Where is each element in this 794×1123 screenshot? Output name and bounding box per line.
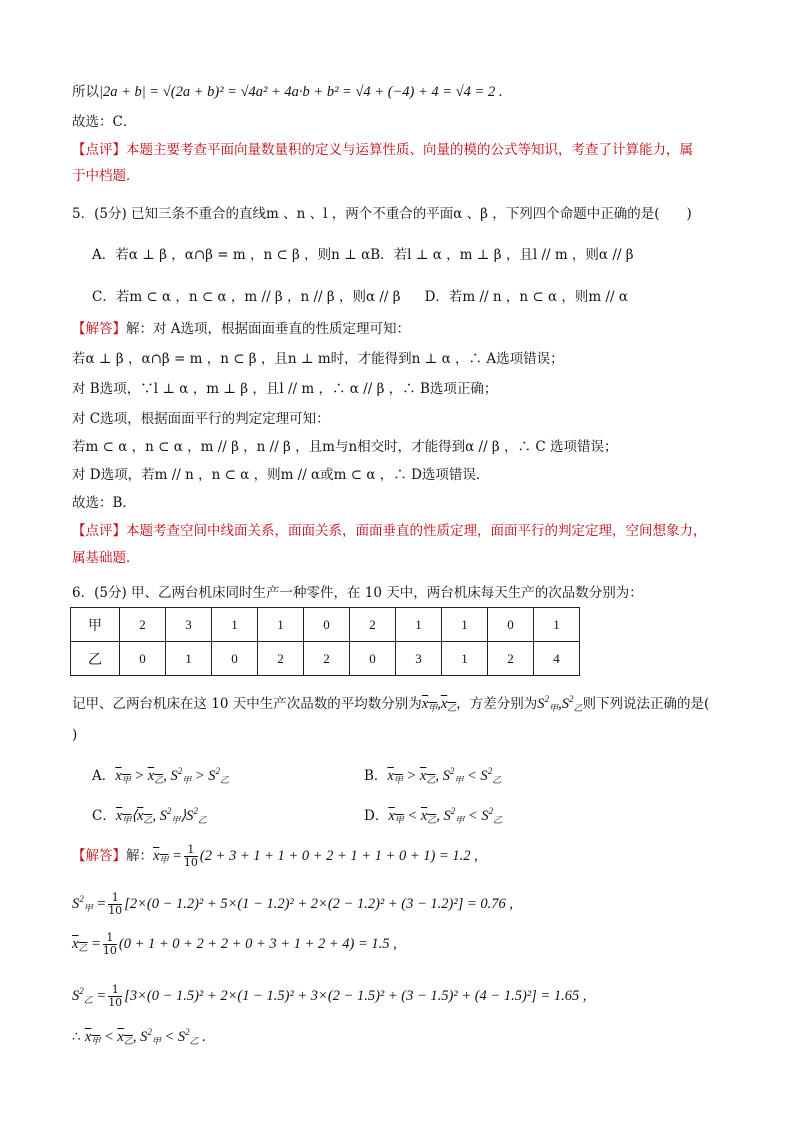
table-cell: 0 <box>212 642 258 676</box>
q5-solution-3: 对 B选项，∵l ⊥ α ，m ⊥ β ，且l // m ，∴ α // β ，∴ B选项正确； <box>72 381 498 397</box>
row-label-jia: 甲 <box>71 608 120 642</box>
q5-option-b: B．若l ⊥ α ，m ⊥ β ，且l // m ，则α // β <box>370 247 634 263</box>
q6-mean-jia: 【解答】解：$x_甲$ = $\frac{1}{10}$ (2 + 3 + 1 + 1 + 0 + 2 + 1 + 1 + 0 + 1) = 1.2 , <box>72 843 478 869</box>
q4-result-line: 所以|2a + b| = √(2a + b)² = √4a² + 4a·b + b² = √4 + (−4) + 4 = √4 = 2 . <box>72 84 503 100</box>
table-cell: 1 <box>166 642 212 676</box>
table-cell: 0 <box>120 642 166 676</box>
comment-tag: 【点评】 <box>72 523 126 539</box>
table-cell: 1 <box>212 608 258 642</box>
table-cell: 2 <box>258 642 304 676</box>
table-cell: 3 <box>396 642 442 676</box>
table-cell: 4 <box>534 642 580 676</box>
q6-option-d: D．$x_甲 < x_乙$, $S^2_甲 < S^2_乙$ <box>364 806 503 825</box>
q6-variance-yi: $S^2_乙$ = $\frac{1}{10}$ [3×(0 − 1.5)² + 2×(1 − 1.5)² + 3×(2 − 1.5)² + (3 − 1.5)² + (4 − 1.5)²] = 1.65 , <box>72 983 587 1009</box>
table-cell: 0 <box>350 642 396 676</box>
q5-options-cd <box>92 288 628 306</box>
q5-solution-2: 若α ⊥ β ，α∩β = m ，n ⊂ β ，且n ⊥ m时，才能得到n ⊥ α ，∴ A选项错误； <box>72 351 564 367</box>
q6-question: 记甲、乙两台机床在这 10 天中生产次品数的平均数分别为$x_甲,x_乙$，方差分别为$S^2_甲,S^2_乙$则下列说法正确的是( <box>72 694 710 713</box>
answer-tag: 【解答】 <box>72 321 126 337</box>
q5-option-c: C．若m ⊂ α ，n ⊂ α ，m // β ，n // β ，则α // β <box>92 289 401 305</box>
q4-modulus-formula: |2a + b| = √(2a + b)² = √4a² + 4a·b + b² = √4 + (−4) + 4 = √4 = 2 . <box>99 84 503 100</box>
q5-choice: 故选：B． <box>72 495 136 511</box>
table-row <box>71 608 580 642</box>
q5-solution-1: 【解答】解：对 A选项，根据面面垂直的性质定理可知： <box>72 321 411 337</box>
defect-table <box>70 607 580 676</box>
q5-comment: 【点评】本题考查空间中线面关系，面面关系，面面垂直的性质定理，面面平行的判定定理，空间想象力， <box>72 523 707 539</box>
q6-question-cont: ) <box>72 727 78 743</box>
q5-option-a: A．若α ⊥ β ，α∩β = m ，n ⊂ β ，则n ⊥ α <box>92 247 371 263</box>
q4-comment-cont: 于中档题． <box>72 168 140 184</box>
q4-choice: 故选：C． <box>72 114 137 130</box>
q5-option-d: D．若m // n ，n ⊂ α ，则m // α <box>424 289 628 305</box>
row-label-yi: 乙 <box>71 642 120 676</box>
table-cell: 0 <box>304 608 350 642</box>
answer-tag: 【解答】 <box>72 848 126 864</box>
table-cell: 1 <box>258 608 304 642</box>
q5-options-ab <box>92 246 634 264</box>
table-cell: 2 <box>350 608 396 642</box>
q5-solution-4: 对 C选项，根据面面平行的判定定理可知： <box>72 411 330 427</box>
table-row <box>71 642 580 676</box>
table-cell: 2 <box>304 642 350 676</box>
q4-comment: 【点评】本题主要考查平面向量数量积的定义与运算性质、向量的模的公式等知识，考查了计算能力，属 <box>72 142 693 158</box>
table-cell: 2 <box>488 642 534 676</box>
q6-variance-jia: $S^2_甲$ = $\frac{1}{10}$ [2×(0 − 1.2)² + 5×(1 − 1.2)² + 2×(2 − 1.2)² + (3 − 1.2)²] = 0.76 , <box>72 891 513 917</box>
table-cell: 2 <box>120 608 166 642</box>
q6-conclusion: ∴ $x_甲 < x_乙$, $S^2_甲 < S^2_乙$ . <box>72 1027 206 1046</box>
q6-option-c: C．$x_甲⟨x_乙$, $S^2_甲⟩S^2_乙$ <box>92 806 207 825</box>
q6-stem: 6．(5分) 甲、乙两台机床同时生产一种零件，在 10 天中，两台机床每天生产的次品数分别为： <box>72 585 643 601</box>
q5-comment-cont: 属基础题． <box>72 550 140 566</box>
q5-solution-5: 若m ⊂ α ，n ⊂ α ，m // β ，n // β ，且m与n相交时，才能得到α // β ，∴ C 选项错误； <box>72 439 618 455</box>
table-cell: 0 <box>488 608 534 642</box>
table-cell: 1 <box>534 608 580 642</box>
q6-mean-yi: $x_乙$ = $\frac{1}{10}$ (0 + 1 + 0 + 2 + 2 + 0 + 3 + 1 + 2 + 4) = 1.5 , <box>72 931 397 957</box>
table-cell: 3 <box>166 608 212 642</box>
q6-option-a: A．$x_甲 > x_乙$, $S^2_甲 > S^2_乙$ <box>92 766 230 785</box>
comment-tag: 【点评】 <box>72 142 126 158</box>
q6-option-b: B．$x_甲 > x_乙$, $S^2_甲 < S^2_乙$ <box>364 766 502 785</box>
table-cell: 1 <box>396 608 442 642</box>
table-cell: 1 <box>442 608 488 642</box>
table-cell: 1 <box>442 642 488 676</box>
q5-solution-6: 对 D选项，若m // n ，n ⊂ α ，则m // α或m ⊂ α ，∴ D选项错误． <box>72 467 490 483</box>
q5-stem: 5．(5分) 已知三条不重合的直线m 、n 、l ，两个不重合的平面α 、β ，下列四个命题中正确的是( ) <box>72 206 692 222</box>
